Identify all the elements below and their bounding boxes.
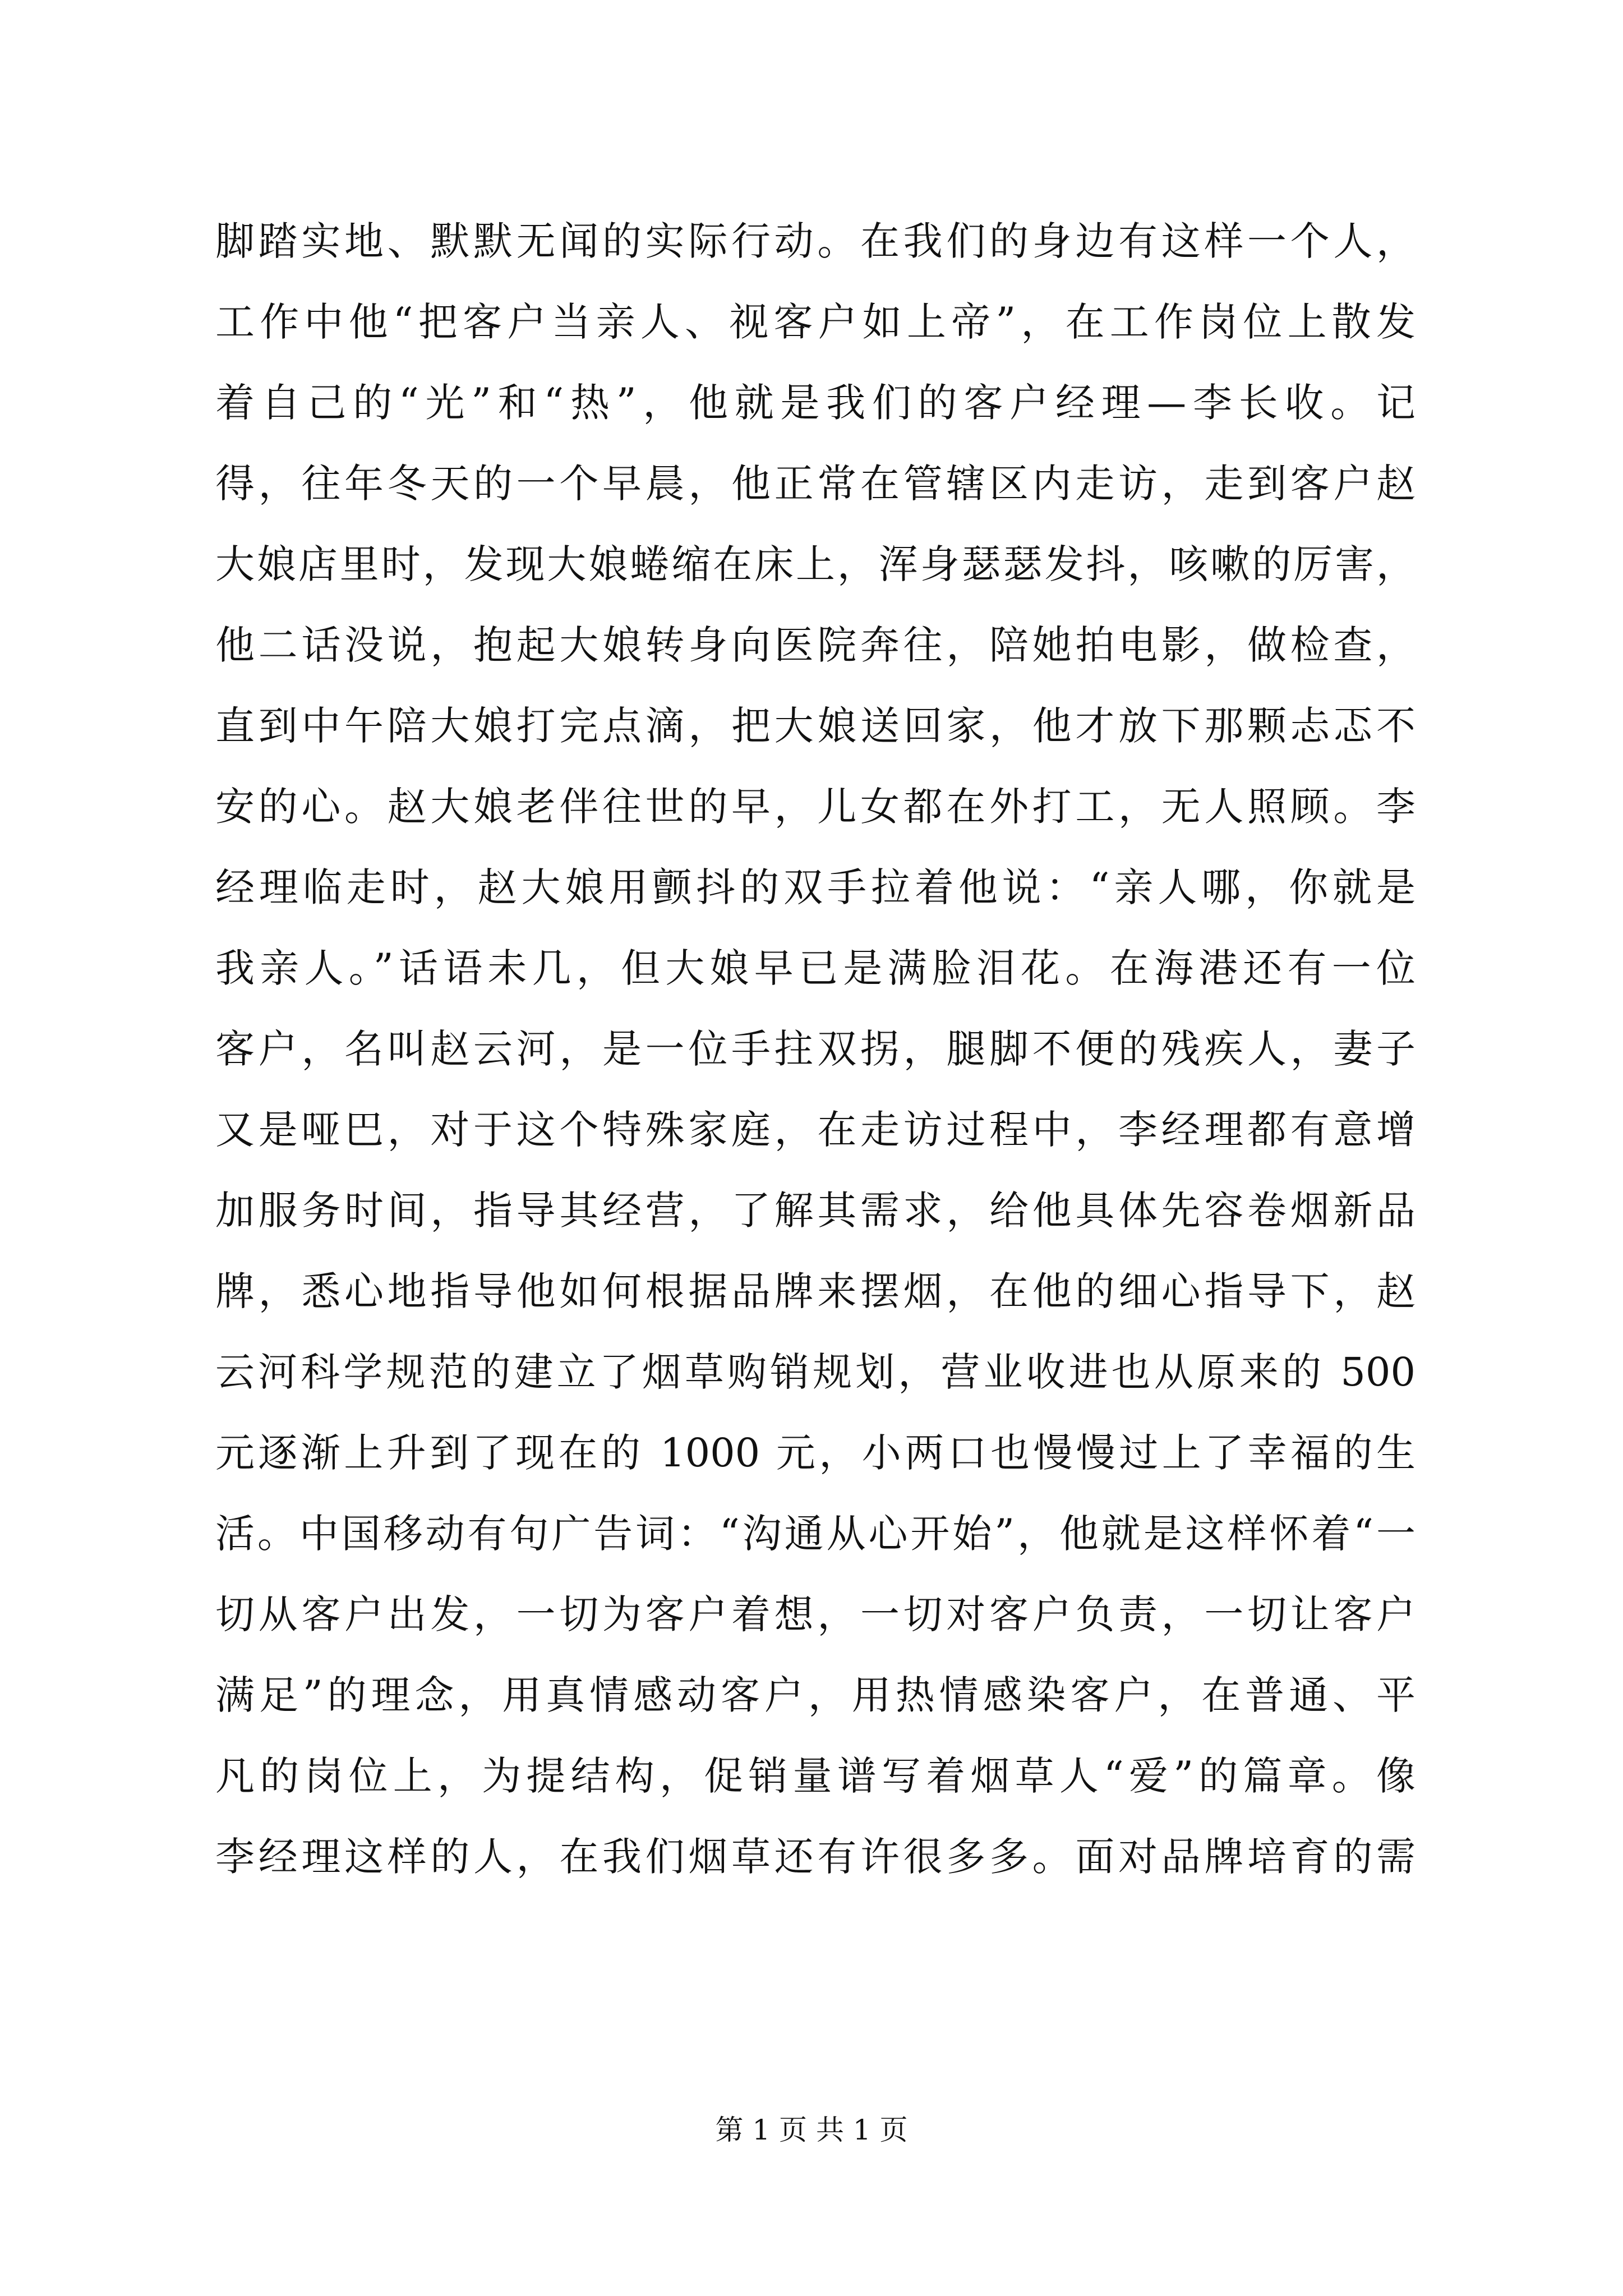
body-text-line-16: 元逐渐上升到了现在的 1000 元，小两口也慢慢过上了幸福的生 <box>215 1430 1415 1476</box>
body-text-line-5: 大娘店里时，发现大娘蜷缩在床上，浑身瑟瑟发抖，咳嗽的厉害， <box>215 541 1415 587</box>
body-text-line-4: 得，往年冬天的一个早晨，他正常在管辖区内走访，走到客户赵 <box>215 461 1415 507</box>
body-text-line-1: 脚踏实地、默默无闻的实际行动。在我们的身边有这样一个人， <box>215 218 1415 264</box>
body-text-line-12: 又是哑巴，对于这个特殊家庭，在走访过程中，李经理都有意增 <box>215 1107 1415 1153</box>
body-text-line-18: 切从客户出发，一切为客户着想，一切对客户负责，一切让客户 <box>215 1591 1415 1637</box>
body-text-line-2: 工作中他“把客户当亲人、视客户如上帝”，在工作岗位上散发 <box>215 299 1415 345</box>
body-text-line-19: 满足”的理念，用真情感动客户，用热情感染客户，在普通、平 <box>215 1672 1415 1718</box>
body-text-line-7: 直到中午陪大娘打完点滴，把大娘送回家，他才放下那颗忐忑不 <box>215 703 1415 749</box>
body-text-line-11: 客户，名叫赵云河，是一位手拄双拐，腿脚不便的残疾人，妻子 <box>215 1026 1415 1072</box>
page-number-footer: 第 1 页 共 1 页 <box>715 2114 908 2146</box>
body-text-line-3: 着自己的“光”和“热”，他就是我们的客户经理—李长收。记 <box>215 380 1415 426</box>
body-text-line-21: 李经理这样的人，在我们烟草还有许很多多。面对品牌培育的需 <box>215 1834 1415 1880</box>
body-text-line-15: 云河科学规范的建立了烟草购销规划，营业收进也从原来的 500 <box>215 1349 1415 1395</box>
body-text-line-20: 凡的岗位上，为提结构，促销量谱写着烟草人“爱”的篇章。像 <box>215 1753 1415 1799</box>
body-text-line-17: 活。中国移动有句广告词：“沟通从心开始”，他就是这样怀着“一 <box>215 1511 1415 1557</box>
body-text-line-9: 经理临走时，赵大娘用颤抖的双手拉着他说：“亲人哪，你就是 <box>215 864 1415 910</box>
body-text-line-8: 安的心。赵大娘老伴往世的早，儿女都在外打工，无人照顾。李 <box>215 784 1415 830</box>
body-text-line-6: 他二话没说，抱起大娘转身向医院奔往，陪她拍电影，做检查， <box>215 622 1415 668</box>
body-text-line-10: 我亲人。”话语未几，但大娘早已是满脸泪花。在海港还有一位 <box>215 945 1415 991</box>
body-text-line-13: 加服务时间，指导其经营，了解其需求，给他具体先容卷烟新品 <box>215 1188 1415 1234</box>
body-text-line-14: 牌，悉心地指导他如何根据品牌来摆烟，在他的细心指导下，赵 <box>215 1268 1415 1314</box>
